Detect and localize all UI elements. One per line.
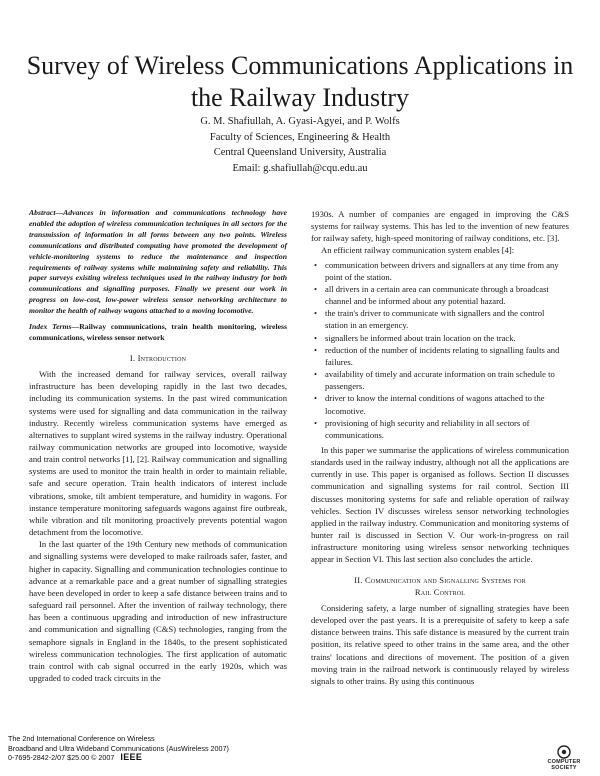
intro-paragraph-2: In the last quarter of the 19th Century new methods of communication and signalling systems were developed to make railroads safer, faster, and higher in capacity. Signalling and communication technologies continue to advance at a remarkable pace and a great number of signalling strategies have been developed in order to keep a safe distance between trains and to safeguard rail personnel. After the invention of railway technology, there has been a continuous upgrading and introduction of new infrastructure and communication and signalling (C&S) technologies, ranging from the semaphore signals in England in the 1840s, to the present sophisticated wireless communication technologies. The first application of automatic train control with cab signal occurred in the early 1920s, which was upgraded to coded track circuits in the [29, 539, 287, 683]
index-terms-label: Index Terms [29, 322, 72, 332]
intro-paragraph-1: With the increased demand for railway services, overall railway infrastructure has been developing rapidly in the last two decades, including its communication systems. In the past wired communication systems were used for signalling and data communication in the railway industry. Recently wireless communication systems have emerged as alternatives to supplant wired systems in the railway industry. Operational railway communication networks are grouped into locomotive, wayside and train control networks [1], [2]. Railway communication and signalling systems are used to monitor the train health in order to maintain reliable, safe and secure operation. Train health indicators of interest include vibrations, smoke, tilt ambient temperature, and humidity in wagons. For instance temperature monitoring safeguards wagons against fire outbreak, while vibration and tilt monitoring proactively prevents potential wagon detachment from the locomotive. [29, 369, 287, 538]
footer-line-2: Broadband and Ultra Wideband Communications (AusWireless 2007) [8, 743, 229, 753]
section-heading-line-2: Rail Control [414, 586, 466, 597]
index-terms-text: —Railway communications, train health monitoring, wireless communications, wireless sensor network [29, 322, 287, 342]
footer-line-1: The 2nd International Conference on Wireless [8, 734, 155, 743]
index-terms [29, 322, 287, 344]
capabilities-list [311, 259, 569, 441]
author-block [100, 114, 500, 176]
abstract [29, 208, 287, 317]
ieee-logo: IEEE [120, 752, 143, 762]
summary-paragraph: In this paper we summarise the applications of wireless communication standards used in the railway industry, although not all the applications are currently in use. This paper is organised as follows. Section II discusses communication and signalling systems for rail control. Section III discusses monitoring systems for safe and reliable operation of railway vehicles. Section IV discusses wireless sensor networking technologies applied in the railway industry. Communication and monitoring systems of hunter rail is discussed in Section V. Our work-in-progress on rail infrastructure monitoring using wireless sensor networking techniques appear in Section VI. This last section also concludes the article. [311, 444, 569, 565]
computer-society-logo [536, 745, 592, 773]
paper-title: Survey of Wireless Communications Applications in the Railway Industry [26, 51, 574, 112]
affiliation-line-1: Faculty of Sciences, Engineering & Health [209, 131, 391, 143]
enables-paragraph: An efficient railway communication system enables [4]: [321, 245, 515, 256]
section-heading-line-1: II. Communication and Signalling Systems for [354, 574, 526, 585]
affiliation-line-2: Central Queensland University, Australia [213, 147, 387, 158]
section-heading-introduction: I. Introduction [129, 352, 187, 363]
list-item: • the train's driver to communicate with signallers and the control station in an emergency. [325, 307, 569, 331]
list-item: • all drivers in a certain area can communicate through a broadcast channel and be informed about any potential hazard. [325, 283, 569, 307]
intro-paragraph-2-continued: 1930s. A number of companies are engaged in improving the C&S systems for railway systems. This has led to the invention of new features for railway safety, high-speed monitoring of railway conditions, etc. [3]. [311, 209, 569, 244]
list-item: • availability of timely and accurate information on train schedule to passengers. [325, 368, 569, 392]
abstract-text: —Advances in information and communications technology have enabled the adoption of wireless communication techniques in all sectors for the transmission of information in all forms between any two points. Wireless communications and distributed computing have promoted the development of vehicle-monitoring systems to reduce the maintenance and inspection requirements of railway systems while maintaining safety and reliability. This paper surveys existing wireless techniques used in the railway industry for both communications and signalling purposes. Finally we present our work in progress on low-cost, low-power wireless sensor networking architecture to monitor the health of railway wagons attached to a moving locomotive. [29, 208, 287, 316]
left-column [29, 208, 287, 684]
list-item: • provisioning of high security and reliability in all sectors of communications. [325, 417, 569, 441]
abstract-label: Abstract [29, 208, 56, 217]
author-names: G. M. Shafiullah, A. Gyasi-Agyei, and P. Wolfs [200, 116, 400, 127]
logo-text-1: COMPUTER [547, 759, 581, 765]
author-email: Email: g.shafiullah@cqu.edu.au [232, 162, 368, 174]
conference-footer [8, 734, 328, 763]
list-item: • driver to know the internal conditions of wagons attached to the locomotive. [325, 392, 569, 416]
footer-isbn: 0-7695-2842-2/07 $25.00 © 2007 [8, 753, 115, 762]
right-column [311, 208, 569, 687]
list-item: • reduction of the number of incidents relating to signalling faults and failures. [325, 344, 569, 368]
section-heading-communication [311, 574, 569, 598]
list-item: • communication between drivers and signallers at any time from any point of the station. [325, 259, 569, 283]
footer-line-3 [8, 753, 328, 763]
computer-society-icon [557, 745, 571, 759]
section-2-paragraph: Considering safety, a large number of signalling strategies have been developed over the past years. It is a prerequisite of safety to keep a safe distance between trains. This safe distance is measured by the current train position, its relative speed to other trains in the same area, and the other trains' locations and directions of movement. The position of a given moving train in the railroad network is continuously relayed by wireless signals to other trains. By using this continuous [311, 602, 569, 686]
logo-text-2: SOCIETY [551, 765, 577, 771]
list-item: • signallers be informed about train location on the track. [325, 332, 569, 344]
